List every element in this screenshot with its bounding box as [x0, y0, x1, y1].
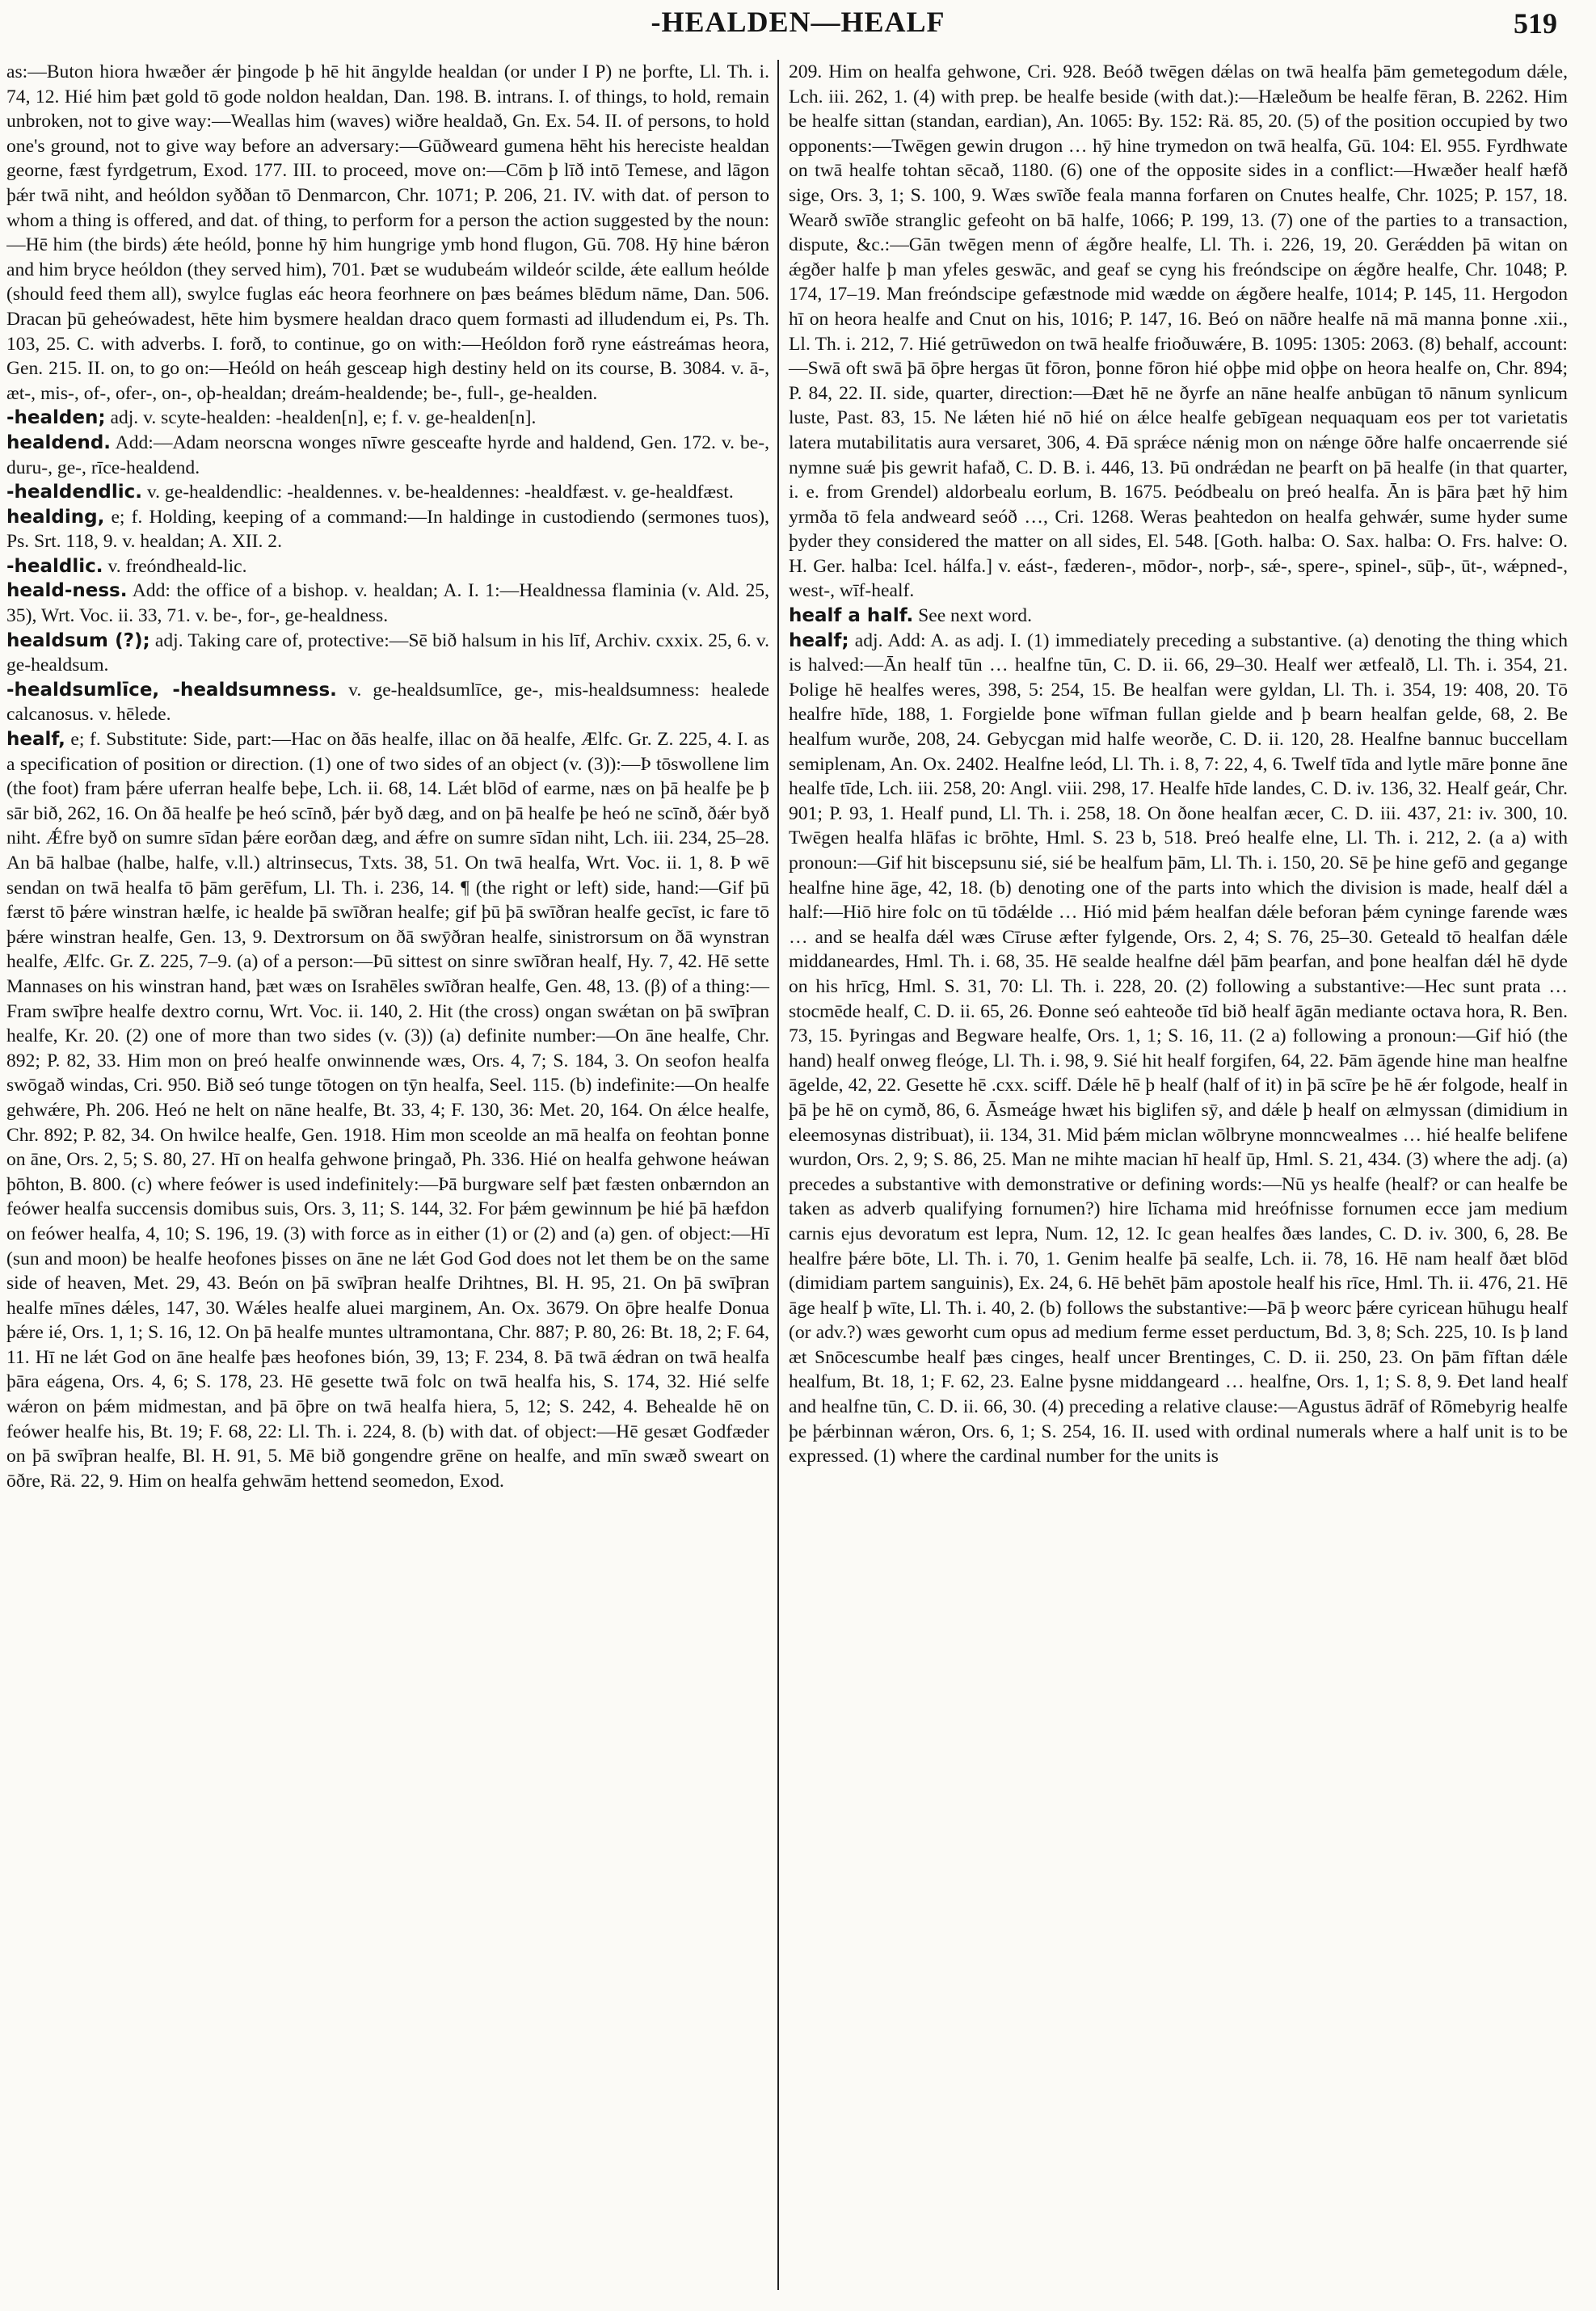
dictionary-entry: [789, 604, 1568, 629]
dictionary-entry: [6, 60, 769, 406]
page-header: [0, 0, 1596, 47]
entry-text: e; f. Substitute: Side, part:—Hac on ðās healfe, illac on ðā healfe, Ælfc. Gr. Z. 225, 4. I. as a specification of position or direction. (1) one of two sides of an object (v. (3)):—Þ tōswollene lim (the foot) fram þǽre uferran healfe beþe, Lch. ii. 68, 14. Lǽt blōd of earme, næs on þā healfe þe þ sār bið, 262, 16. On ðā healfe þe heó scīnð, þǽr byð dæg, and on þā healfe þe heó ne scīnð, ðǽr byð niht. Ǽfre byð on sumre sīdan þǽre eorðan dæg, and ǽfre on sumre sīdan niht, Lch. iii. 234, 25–28. An bā halbae (halbe, halfe, v.ll.) altrinsecus, Txts. 38, 51. On twā healfa, Wrt. Voc. ii. 1, 8. Þ wē sendan on twā healfa tō þām gerēfum, Ll. Th. i. 236, 14. ¶ (the right or left) side, hand:—Gif þū færst tō þǽre winstran hælfe, ic healde þā swīðran healfe; gif þū þā swīðran healfe gecīst, ic fare tō þǽre winstran healfe, Gen. 13, 9. Dextrorsum on ðā swȳðran healfe, sinistrorsum on ðā wynstran healfe, Ælfc. Gr. Z. 225, 7–9. (a) of a person:—Þū sittest on sinre swīðran healf, Hy. 7, 42. Hē sette Mannases on his winstran hand, þæt wæs on Israhēles swīðran healfe, Gen. 48, 13. (β) of a thing:—Fram swīþre healfe dextro cornu, Wrt. Voc. ii. 140, 2. Hit (the cross) ongan swǽtan on þā swīþran healfe, Kr. 20. (2) one of more than two sides (v. (3)) (a) definite number:—On āne healfe, Chr. 892; P. 82, 33. Him mon on þreó healfe onwinnende wæs, Ors. 4, 7; S. 184, 3. On seofon healfa swōgað windas, Cri. 950. Bið seó tunge tōtogen on tȳn healfa, Seel. 115. (b) indefinite:—On healfe gehwǽre, Ph. 206. Heó ne helt on nāne healfe, Bt. 33, 4; F. 130, 36: Met. 20, 164. On ǽlce healfe, Chr. 892; P. 82, 34. On hwilce healfe, Gen. 1918. Him mon sceolde an mā healfa on feohtan þonne on āne, Ors. 2, 5; S. 80, 27. Hī on healfa gehwone þringað, Ph. 336. Hié on healfa gehwone heáwan þōhton, B. 800. (c) where feówer is used indefinitely:—Þā burgware self þæt fæsten onbærndon an feówer healfa succensis domibus suis, Ors. 3, 11; S. 144, 32. For þǽm gewinnum þe hié þā hæfdon on feówer healfa, 4, 10; S. 196, 19. (3) with force as in either (1) or (2) and (a) gen. of object:—Hī (sun and moon) be healfe heofones þisses on āne ne lǽt God God does not let them be on the same side of heaven, Met. 29, 43. Beón on þā swīþran healfe Drihtnes, Bl. H. 95, 21. On þā swīþran healfe mīnes dǽles, 147, 30. Wǽles healfe aluei marginem, An. Ox. 3679. On ōþre healfe Donua þǽre ié, Ors. 1, 1; S. 16, 12. On þā healfe muntes ultramontana, Chr. 887; P. 80, 26: Bt. 18, 2; F. 64, 11. Hī ne lǽt God on āne healfe þæs heofones bión, 39, 13; F. 234, 8. Þā twā ǽdran on twā healfa þāra eágena, Ors. 4, 6; S. 178, 23. Hē gesette twā folc on twā healfa his, S. 174, 32. Hié selfe wǽron on þǽm midmestan, and þā ōþre on twā healfa hiera, 5, 12; S. 242, 4. Behealde hē on feówer healfe his, Bt. 19; F. 68, 22: Ll. Th. i. 224, 8. (b) with dat. of object:—Hē gesæt Godfæder on þā swīþran healfe, Bl. H. 91, 5. Mē bið gongendre grēne on healfe, and mīn swæð sweart on ōðre, Rä. 22, 9. Him on healfa gehwām hettend seomedon, Exod.: [6, 729, 769, 1492]
entry-text: as:—Buton hiora hwæðer ǽr þingode þ hē hit āngylde healdan (or under I P) ne þorfte, Ll. Th. i. 74, 12. Hié him þæt gold tō gode noldon healdan, Dan. 198. B. intrans. I. of things, to hold, remain unbroken, not to give way:—Weallas him (waves) wiðre healdað, Gn. Ex. 54. II. of persons, to hold one's ground, not to give way before an adversary:—Gūðweard gumena hēht his hereciste healdan georne, fæst fyrdgetrum, Exod. 177. III. to proceed, move on:—Cōm þ līð intō Temese, and lāgon þǽr twā niht, and heóldon syððan tō Denmarcon, Chr. 1071; P. 206, 21. IV. with dat. of person to whom a thing is offered, and dat. of thing, to perform for a person the action suggested by the noun:—Hē him (the birds) ǽte heóld, þonne hȳ him hungrige ymb hond flugon, Gū. 708. Hȳ hine bǽron and him bryce heóldon (they served him), 701. Þæt se wudubeám wildeór scilde, ǽte eallum heólde (should feed them all), swylce fuglas eác heora feorhnere on þæs beámes blēdum nāme, Dan. 506. Dracan þū geheówadest, hēte him bysmere healdan draco quem formasti ad illudendum ei, Ps. Th. 103, 25. C. with adverbs. I. forð, to continue, go on with:—Heóldon forð ryne eástreámas heora, Gen. 215. II. on, to go on:—Heóld on heáh gesceap high destiny held on its course, B. 3084. v. ā-, æt-, mis-, of-, ofer-, on-, oþ-healdan; dreám-healdende; be-, full-, ge-healden.: [6, 61, 769, 404]
entry-paragraph: [6, 554, 769, 579]
entry-headword: healdend.: [6, 431, 112, 453]
running-head: -HEALDEN—HEALF: [651, 6, 945, 38]
entry-paragraph: [6, 629, 769, 678]
entry-headword: healding,: [6, 506, 105, 528]
dictionary-entry: [6, 431, 769, 480]
entry-paragraph: [789, 60, 1568, 604]
entry-paragraph: [6, 579, 769, 628]
entry-headword: healf;: [789, 629, 849, 651]
entry-headword: heald-ness.: [6, 580, 128, 602]
dictionary-entry: [789, 60, 1568, 604]
entry-text: Add:—Adam neorscna wonges nīwre gesceafte hyrde and haldend, Gen. 172. v. be-, duru-, ge-, rīce-healdend.: [6, 431, 769, 478]
entry-headword: healf a half.: [789, 605, 914, 627]
entry-headword: healdsum (?);: [6, 629, 150, 651]
entry-text: Add: the office of a bishop. v. healdan; A. I. 1:—Healdnessa flaminia (v. Ald. 25, 35), Wrt. Voc. ii. 33, 71. v. be-, for-, ge-healdness.: [6, 580, 769, 627]
dictionary-entry: [6, 480, 769, 505]
entry-paragraph: [789, 604, 1568, 629]
entry-paragraph: [6, 505, 769, 554]
left-column: [6, 60, 777, 2290]
entry-paragraph: [6, 480, 769, 505]
entry-text: adj. v. scyte-healden: -healden[n], e; f. v. ge-healden[n].: [110, 407, 537, 429]
page-number: 519: [1514, 7, 1557, 40]
dictionary-entry: [6, 505, 769, 554]
entry-text: adj. Taking care of, protective:—Sē bið halsum in his līf, Archiv. cxxix. 25, 6. v. ge-healdsum.: [6, 629, 769, 676]
entry-headword: -healden;: [6, 407, 106, 429]
entry-text: See next word.: [918, 605, 1032, 627]
entry-paragraph: [6, 406, 769, 431]
entry-text: e; f. Holding, keeping of a command:—In haldinge in custodiendo (sermones tuos), Ps. Srt. 118, 9. v. healdan; A. XII. 2.: [6, 506, 770, 553]
entry-text: v. ge-healdsumlīce, ge-, mis-healdsumness: healede calcanosus. v. hēlede.: [6, 679, 769, 726]
entry-text: 209. Him on healfa gehwone, Cri. 928. Beóð twēgen dǽlas on twā healfa þām gemetegodum dǽle, Lch. iii. 262, 1. (4) with prep. be healfe beside (with dat.):—Hæleðum be healfe fēran, B. 2262. Him be healfe sittan (standan, eardian), An. 1065: By. 152: Rä. 85, 20. (5) of the position occupied by two opponents:—Twēgen gewin drugon … hȳ hine trymedon on twā healfa, Gū. 104: El. 955. Fyrdhwate on twā healfe tohtan sēcað, 1180. (6) one of the opposite sides in a conflict:—Hwæðer healf hæfð sige, Ors. 3, 1; S. 100, 9. Wæs swīðe feala manna forfaren on Cnutes healfe, Chr. 1025; P. 157, 18. Wearð swīðe stranglic gefeoht on bā halfe, 1066; P. 199, 13. (7) one of the parties to a transaction, dispute, &c.:—Gān twēgen menn of ǽgðre healfe, Ll. Th. i. 226, 19, 20. Gerǽdden þā witan on ǽgðer halfe þ man yfeles geswāc, and geaf se cyng his freóndscipe on ǽgðre healfe, Chr. 1048; P. 174, 17–19. Man freóndscipe gefæstnode mid wædde on ǽgðere healfe, 1014; P. 145, 11. Hergodon hī on heora healfe and Cnut on his, 1016; P. 147, 16. Beó on nāðre healfe nā mā manna þonne .xii., Ll. Th. i. 212, 7. Hié getrūwedon on twā healfe frioðuwǽre, B. 1095: 1305: 2063. (8) behalf, account:—Swā oft swā þā ōþre hergas ūt fōron, þonne fōron hié oþþe mid oþþe on heora healfe on, Chr. 894; P. 84, 22. II. side, quarter, direction:—Ðæt hē ne ðyrfe an nāne healfe anbūgan tō nānum synlicum luste, Past. 83, 15. Ne lǽten hié nō hié on ǽlce healfe gebīgean nequaquam eos per tot varietatis latera mutabilitatis aura versaret, 306, 4. Ðā sprǽce nǽnig mon on nǽnge ōðre halfe oncaerrende sié nymne suǽ þis gewrit hafað, C. D. B. i. 446, 13. Þū ondrǽdan ne þearft on þā healfe (in that quarter, i. e. from Grendel) aldorbealu eorlum, B. 1675. Þeódbealu on þreó healfa. Ān is þāra þæt hȳ him yrmða tō fela andweard seóð …, Cri. 1268. Weras þeahtedon on healfa gehwǽr, sume hyder sume þyder they considered the matter on all sides, El. 548. [Goth. halba: O. Sax. halba: O. Frs. halve: O. H. Ger. halba: Icel. hálfa.] v. eást-, fæderen-, mōdor-, norþ-, sǽ-, spere-, spinel-, sūþ-, ūt-, wǽpned-, west-, wīf-healf.: [789, 61, 1568, 602]
dictionary-entry: [6, 554, 769, 579]
entry-text: adj. Add: A. as adj. I. (1) immediately preceding a substantive. (a) denoting the thing which is halved:—Ān healf tūn … healfne tūn, C. D. ii. 66, 29–30. Healf wer ætfealð, Ll. Th. i. 354, 21. Þolige hē healfes weres, 398, 5: 254, 15. Be healfan were gyldan, Ll. Th. i. 354, 19: 408, 20. Tō healfre hīde, 188, 1. Forgielde þone wīfman fullan gielde and þ bearn healfan gelde, 68, 2. Be healfum wurðe, 208, 24. Gebycgan mid halfe weorðe, C. D. ii. 120, 28. Healfne bannuc buccellam semiplenam, An. Ox. 2402. Healfne leód, Ll. Th. i. 8, 7: 22, 4, 6. Twelf tīda and lytle māre þonne āne healfe tīde, Lch. iii. 258, 20: Angl. viii. 298, 17. Healfe hīde landes, C. D. iv. 136, 32. Healf geár, Chr. 901; P. 93, 1. Healf pund, Ll. Th. i. 258, 18. On ðone healfan æcer, C. D. iii. 437, 21: iv. 300, 10. Twēgen healfa hlāfas ic brōhte, Hml. S. 23 b, 518. Þreó healfe elne, Ll. Th. i. 212, 2. (a a) with pronoun:—Gif hit biscepsunu sié, sié be healfum þām, Ll. Th. i. 150, 20. Sē þe hine gefō and gegange healfne hine āge, 42, 18. (b) denoting one of the parts into which the division is made, healf dǽl a half:—Hiō hire folc on tū tōdǽlde … Hió mid þǽm healfan dǽle beforan þǽm cyninge farende wæs … and se healfa dǽl wæs Cīruse æfter fylgende, Ors. 2, 4; S. 76, 25–30. Geteald tō healfan dǽle middaneardes, Hml. Th. i. 68, 35. Hē sealde healfne dǽl þām þearfan, and þone healfan dǽl hē dyde on his hrīcg, Hml. S. 31, 70: Ll. Th. i. 228, 20. (2) following a substantive:—Hec sunt prata … stocmēde healf, C. D. ii. 65, 26. Ðonne seó eahteoðe tīd bið healf āgān mediante octava hora, R. Ben. 73, 15. Þyringas and Begware healfe, Ors. 1, 1; S. 16, 11. (2 a) following a pronoun:—Gif hió (the hand) healf onweg fleóge, Ll. Th. i. 98, 9. Sié hit healf forgifen, 64, 22. Þām āgende hine man healfne āgelde, 42, 22. Gesette hē .cxx. sciff. Dǽle hē þ healf (half of it) in þā scīre þe hē ǽr folgode, healf in þā þe hē on cymð, 86, 6. Āsmeáge hwæt his biglifen sȳ, and dǽle þ healf on ælmyssan (dimidium in eleemosynas distribuat), ii. 134, 31. Mid þǽm miclan wōlbryne monncwealmes … hié healfe belifene wurdon, Ors. 2, 9; S. 86, 25. Man ne mihte macian hī healf ūp, Hml. S. 21, 434. (3) where the adj. (a) precedes a substantive with demonstrative or defining words:—Nū ys healfe (healf? or can healfe be taken as adverb qualifying fornumen?) hire līchama mid hreófnisse fornumen ecce jam medium carnis ejus devoratum est lepra, Num. 12, 12. Ic gean healfes ðæs landes, C. D. iv. 300, 6, 28. Be healfre þǽre bōte, Ll. Th. i. 70, 1. Genim healfe þā sealfe, Lch. ii. 78, 16. Hē nam healf ðæt blōd (dimidiam partem sanguinis), Ex. 24, 6. Hē behēt þām apostole healf his rīce, Hml. Th. ii. 476, 21. Hē āge healf þ wīte, Ll. Th. i. 40, 2. (b) follows the substantive:—Þā þ weorc þǽre cyricean hūhugu healf (or adv.?) wæs geworht cum opus ad medium ferme esset perductum, Bd. 3, 8; Sch. 225, 10. Is þ land æt Snōcescumbe healf þæs cinges, healf uncer Brentinges, C. D. ii. 250, 23. On þām fīftan dǽle healfum, Bt. 18, 1; F. 62, 23. Ealne þysne middangeard … healfne, Ors. 1, 1; S. 8, 9. Ðet land healf and healfne tūn, C. D. ii. 66, 30. (4) preceding a relative clause:—Agustus ādrāf of Rōmebyrig healfe þe þǽrbinnan wǽron, Ors. 6, 1; S. 254, 16. II. used with ordinal numerals where a half unit is to be expressed. (1) where the cardinal number for the units is: [789, 629, 1568, 1467]
dictionary-entry: [6, 406, 769, 431]
dictionary-entry: [6, 629, 769, 678]
entry-text: v. freóndheald-lic.: [107, 555, 247, 577]
entry-text: v. ge-healdendlic: -healdennes. v. be-healdennes: -healdfæst. v. ge-healdfæst.: [146, 482, 734, 503]
entry-paragraph: [789, 629, 1568, 1469]
entry-headword: -healdlic.: [6, 555, 103, 577]
entry-paragraph: [6, 60, 769, 406]
entry-paragraph: [6, 727, 769, 1493]
dictionary-entry: [6, 727, 769, 1493]
two-column-body: [6, 60, 1574, 2290]
entry-headword: healf,: [6, 729, 65, 751]
dictionary-entry: [6, 579, 769, 628]
right-column: [779, 60, 1568, 2290]
dictionary-entry: [6, 678, 769, 727]
entry-headword: -healdsumlīce, -healdsumness.: [6, 679, 337, 701]
entry-headword: -healdendlic.: [6, 482, 142, 503]
dictionary-entry: [789, 629, 1568, 1469]
entry-paragraph: [6, 678, 769, 727]
entry-paragraph: [6, 431, 769, 480]
